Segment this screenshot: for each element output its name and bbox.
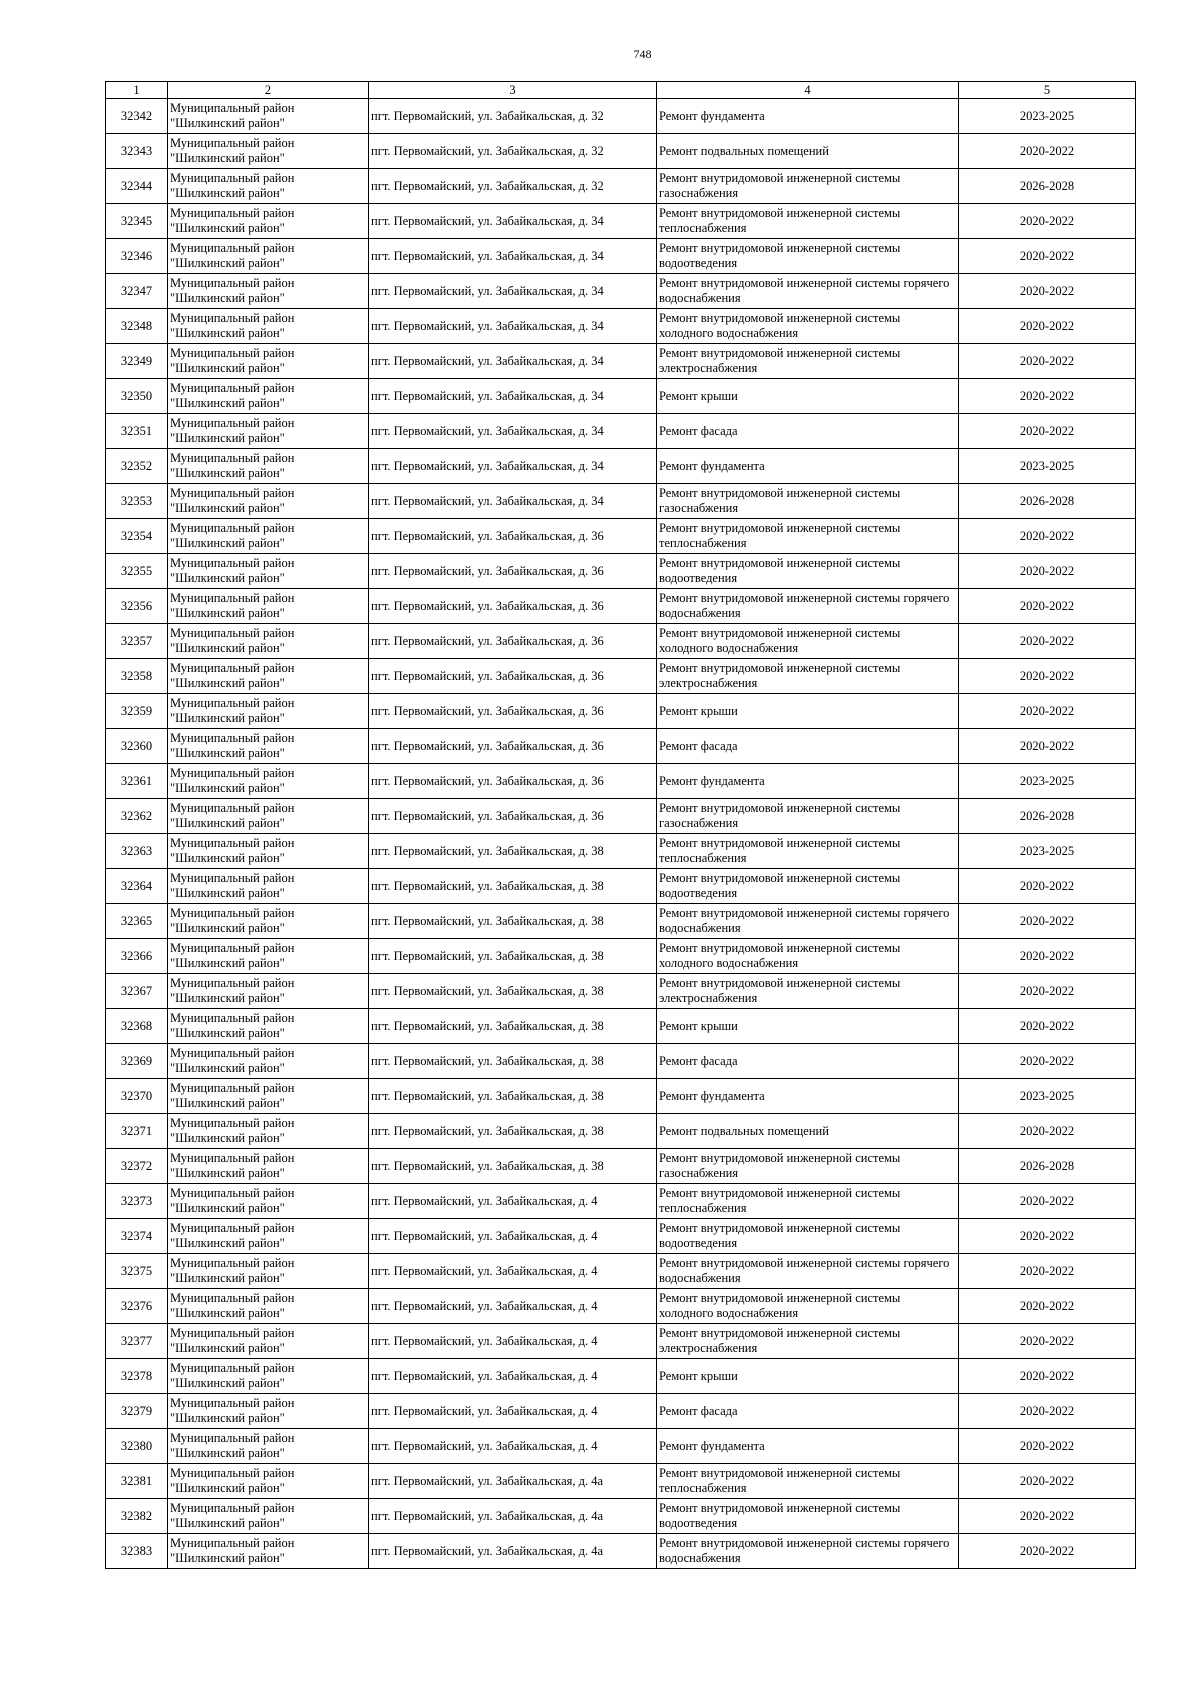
address-cell: пгт. Первомайский, ул. Забайкальская, д. 4 <box>369 1289 657 1324</box>
municipality-cell: Муниципальный район "Шилкинский район" <box>168 939 369 974</box>
period-cell: 2020-2022 <box>959 414 1136 449</box>
municipality-cell: Муниципальный район "Шилкинский район" <box>168 204 369 239</box>
row-number: 32374 <box>106 1219 168 1254</box>
address-cell: пгт. Первомайский, ул. Забайкальская, д. 38 <box>369 974 657 1009</box>
address-cell: пгт. Первомайский, ул. Забайкальская, д. 38 <box>369 834 657 869</box>
row-number: 32371 <box>106 1114 168 1149</box>
table-row <box>106 589 1136 624</box>
row-number: 32346 <box>106 239 168 274</box>
address-cell: пгт. Первомайский, ул. Забайкальская, д. 38 <box>369 1044 657 1079</box>
period-cell: 2020-2022 <box>959 869 1136 904</box>
address-cell: пгт. Первомайский, ул. Забайкальская, д. 38 <box>369 1149 657 1184</box>
work-type-cell: Ремонт внутридомовой инженерной системы газоснабжения <box>657 169 959 204</box>
period-cell: 2020-2022 <box>959 1534 1136 1569</box>
table-row <box>106 309 1136 344</box>
table-row <box>106 1464 1136 1499</box>
period-cell: 2020-2022 <box>959 1009 1136 1044</box>
row-number: 32366 <box>106 939 168 974</box>
table-row <box>106 204 1136 239</box>
municipality-cell: Муниципальный район "Шилкинский район" <box>168 169 369 204</box>
work-type-cell: Ремонт внутридомовой инженерной системы теплоснабжения <box>657 834 959 869</box>
table-row <box>106 1079 1136 1114</box>
municipality-cell: Муниципальный район "Шилкинский район" <box>168 1394 369 1429</box>
address-cell: пгт. Первомайский, ул. Забайкальская, д. 4 <box>369 1394 657 1429</box>
period-cell: 2020-2022 <box>959 519 1136 554</box>
work-type-cell: Ремонт фундамента <box>657 764 959 799</box>
municipality-cell: Муниципальный район "Шилкинский район" <box>168 519 369 554</box>
period-cell: 2020-2022 <box>959 974 1136 1009</box>
column-header-1: 1 <box>106 82 168 99</box>
row-number: 32354 <box>106 519 168 554</box>
work-type-cell: Ремонт внутридомовой инженерной системы электроснабжения <box>657 659 959 694</box>
municipality-cell: Муниципальный район "Шилкинский район" <box>168 484 369 519</box>
municipality-cell: Муниципальный район "Шилкинский район" <box>168 694 369 729</box>
row-number: 32359 <box>106 694 168 729</box>
row-number: 32378 <box>106 1359 168 1394</box>
table-row <box>106 834 1136 869</box>
municipality-cell: Муниципальный район "Шилкинский район" <box>168 1149 369 1184</box>
municipality-cell: Муниципальный район "Шилкинский район" <box>168 904 369 939</box>
address-cell: пгт. Первомайский, ул. Забайкальская, д. 34 <box>369 449 657 484</box>
municipality-cell: Муниципальный район "Шилкинский район" <box>168 1464 369 1499</box>
row-number: 32348 <box>106 309 168 344</box>
address-cell: пгт. Первомайский, ул. Забайкальская, д. 36 <box>369 694 657 729</box>
work-type-cell: Ремонт внутридомовой инженерной системы водоотведения <box>657 869 959 904</box>
row-number: 32360 <box>106 729 168 764</box>
address-cell: пгт. Первомайский, ул. Забайкальская, д. 34 <box>369 414 657 449</box>
municipality-cell: Муниципальный район "Шилкинский район" <box>168 379 369 414</box>
period-cell: 2023-2025 <box>959 764 1136 799</box>
row-number: 32343 <box>106 134 168 169</box>
municipality-cell: Муниципальный район "Шилкинский район" <box>168 309 369 344</box>
address-cell: пгт. Первомайский, ул. Забайкальская, д. 36 <box>369 729 657 764</box>
municipality-cell: Муниципальный район "Шилкинский район" <box>168 1114 369 1149</box>
work-type-cell: Ремонт внутридомовой инженерной системы горячего водоснабжения <box>657 589 959 624</box>
period-cell: 2020-2022 <box>959 729 1136 764</box>
work-type-cell: Ремонт внутридомовой инженерной системы холодного водоснабжения <box>657 624 959 659</box>
address-cell: пгт. Первомайский, ул. Забайкальская, д. 38 <box>369 869 657 904</box>
period-cell: 2026-2028 <box>959 799 1136 834</box>
row-number: 32355 <box>106 554 168 589</box>
period-cell: 2020-2022 <box>959 344 1136 379</box>
period-cell: 2020-2022 <box>959 1394 1136 1429</box>
period-cell: 2020-2022 <box>959 1359 1136 1394</box>
address-cell: пгт. Первомайский, ул. Забайкальская, д. 36 <box>369 589 657 624</box>
municipality-cell: Муниципальный район "Шилкинский район" <box>168 624 369 659</box>
row-number: 32353 <box>106 484 168 519</box>
address-cell: пгт. Первомайский, ул. Забайкальская, д. 32 <box>369 169 657 204</box>
address-cell: пгт. Первомайский, ул. Забайкальская, д. 34 <box>369 379 657 414</box>
period-cell: 2020-2022 <box>959 904 1136 939</box>
row-number: 32356 <box>106 589 168 624</box>
work-type-cell: Ремонт фасада <box>657 414 959 449</box>
municipality-cell: Муниципальный район "Шилкинский район" <box>168 834 369 869</box>
work-type-cell: Ремонт внутридомовой инженерной системы холодного водоснабжения <box>657 1289 959 1324</box>
row-number: 32347 <box>106 274 168 309</box>
work-type-cell: Ремонт подвальных помещений <box>657 134 959 169</box>
address-cell: пгт. Первомайский, ул. Забайкальская, д. 34 <box>369 309 657 344</box>
row-number: 32342 <box>106 99 168 134</box>
work-type-cell: Ремонт подвальных помещений <box>657 1114 959 1149</box>
period-cell: 2020-2022 <box>959 1464 1136 1499</box>
work-type-cell: Ремонт крыши <box>657 694 959 729</box>
table-row <box>106 1534 1136 1569</box>
row-number: 32351 <box>106 414 168 449</box>
address-cell: пгт. Первомайский, ул. Забайкальская, д. 38 <box>369 939 657 974</box>
work-type-cell: Ремонт внутридомовой инженерной системы электроснабжения <box>657 1324 959 1359</box>
period-cell: 2020-2022 <box>959 1219 1136 1254</box>
work-type-cell: Ремонт внутридомовой инженерной системы электроснабжения <box>657 344 959 379</box>
table-body <box>106 99 1136 1569</box>
period-cell: 2020-2022 <box>959 1044 1136 1079</box>
table-row <box>106 659 1136 694</box>
period-cell: 2020-2022 <box>959 554 1136 589</box>
period-cell: 2020-2022 <box>959 1114 1136 1149</box>
table-row <box>106 974 1136 1009</box>
address-cell: пгт. Первомайский, ул. Забайкальская, д. 34 <box>369 344 657 379</box>
municipality-cell: Муниципальный район "Шилкинский район" <box>168 764 369 799</box>
address-cell: пгт. Первомайский, ул. Забайкальская, д. 36 <box>369 624 657 659</box>
address-cell: пгт. Первомайский, ул. Забайкальская, д. 36 <box>369 659 657 694</box>
row-number: 32383 <box>106 1534 168 1569</box>
address-cell: пгт. Первомайский, ул. Забайкальская, д. 4 <box>369 1254 657 1289</box>
row-number: 32357 <box>106 624 168 659</box>
row-number: 32350 <box>106 379 168 414</box>
work-type-cell: Ремонт внутридомовой инженерной системы горячего водоснабжения <box>657 274 959 309</box>
work-type-cell: Ремонт внутридомовой инженерной системы водоотведения <box>657 1499 959 1534</box>
municipality-cell: Муниципальный район "Шилкинский район" <box>168 1184 369 1219</box>
period-cell: 2020-2022 <box>959 1324 1136 1359</box>
row-number: 32375 <box>106 1254 168 1289</box>
municipality-cell: Муниципальный район "Шилкинский район" <box>168 974 369 1009</box>
municipality-cell: Муниципальный район "Шилкинский район" <box>168 414 369 449</box>
row-number: 32364 <box>106 869 168 904</box>
address-cell: пгт. Первомайский, ул. Забайкальская, д. 38 <box>369 1114 657 1149</box>
row-number: 32363 <box>106 834 168 869</box>
row-number: 32372 <box>106 1149 168 1184</box>
period-cell: 2023-2025 <box>959 99 1136 134</box>
period-cell: 2023-2025 <box>959 1079 1136 1114</box>
work-type-cell: Ремонт фасада <box>657 729 959 764</box>
table-header-row <box>106 82 1136 99</box>
period-cell: 2020-2022 <box>959 1499 1136 1534</box>
table-row <box>106 1324 1136 1359</box>
period-cell: 2023-2025 <box>959 449 1136 484</box>
municipality-cell: Муниципальный район "Шилкинский район" <box>168 1534 369 1569</box>
work-type-cell: Ремонт внутридомовой инженерной системы горячего водоснабжения <box>657 904 959 939</box>
period-cell: 2020-2022 <box>959 309 1136 344</box>
address-cell: пгт. Первомайский, ул. Забайкальская, д. 36 <box>369 554 657 589</box>
table-row <box>106 729 1136 764</box>
row-number: 32344 <box>106 169 168 204</box>
work-type-cell: Ремонт внутридомовой инженерной системы водоотведения <box>657 1219 959 1254</box>
column-header-5: 5 <box>959 82 1136 99</box>
municipality-cell: Муниципальный район "Шилкинский район" <box>168 239 369 274</box>
address-cell: пгт. Первомайский, ул. Забайкальская, д. 4 <box>369 1184 657 1219</box>
municipality-cell: Муниципальный район "Шилкинский район" <box>168 1009 369 1044</box>
address-cell: пгт. Первомайский, ул. Забайкальская, д. 4а <box>369 1464 657 1499</box>
row-number: 32362 <box>106 799 168 834</box>
table-row <box>106 414 1136 449</box>
row-number: 32352 <box>106 449 168 484</box>
period-cell: 2020-2022 <box>959 134 1136 169</box>
municipality-cell: Муниципальный район "Шилкинский район" <box>168 449 369 484</box>
table-row <box>106 1114 1136 1149</box>
page-number: 748 <box>633 47 652 61</box>
work-type-cell: Ремонт внутридомовой инженерной системы газоснабжения <box>657 799 959 834</box>
repair-schedule-table <box>105 81 1136 1569</box>
table-row <box>106 1359 1136 1394</box>
municipality-cell: Муниципальный район "Шилкинский район" <box>168 1324 369 1359</box>
period-cell: 2026-2028 <box>959 1149 1136 1184</box>
address-cell: пгт. Первомайский, ул. Забайкальская, д. 34 <box>369 239 657 274</box>
table-row <box>106 134 1136 169</box>
row-number: 32376 <box>106 1289 168 1324</box>
municipality-cell: Муниципальный район "Шилкинский район" <box>168 1219 369 1254</box>
work-type-cell: Ремонт внутридомовой инженерной системы теплоснабжения <box>657 1464 959 1499</box>
municipality-cell: Муниципальный район "Шилкинский район" <box>168 1044 369 1079</box>
table-row <box>106 1009 1136 1044</box>
work-type-cell: Ремонт фундамента <box>657 1079 959 1114</box>
work-type-cell: Ремонт внутридомовой инженерной системы водоотведения <box>657 239 959 274</box>
address-cell: пгт. Первомайский, ул. Забайкальская, д. 38 <box>369 904 657 939</box>
work-type-cell: Ремонт крыши <box>657 1009 959 1044</box>
period-cell: 2020-2022 <box>959 239 1136 274</box>
period-cell: 2020-2022 <box>959 204 1136 239</box>
table-row <box>106 904 1136 939</box>
table-row <box>106 624 1136 659</box>
table-row <box>106 1254 1136 1289</box>
row-number: 32370 <box>106 1079 168 1114</box>
municipality-cell: Муниципальный район "Шилкинский район" <box>168 659 369 694</box>
period-cell: 2026-2028 <box>959 169 1136 204</box>
municipality-cell: Муниципальный район "Шилкинский район" <box>168 1499 369 1534</box>
municipality-cell: Муниципальный район "Шилкинский район" <box>168 1359 369 1394</box>
address-cell: пгт. Первомайский, ул. Забайкальская, д. 36 <box>369 519 657 554</box>
row-number: 32382 <box>106 1499 168 1534</box>
table-row <box>106 379 1136 414</box>
table-row <box>106 694 1136 729</box>
period-cell: 2020-2022 <box>959 1289 1136 1324</box>
work-type-cell: Ремонт внутридомовой инженерной системы холодного водоснабжения <box>657 309 959 344</box>
row-number: 32369 <box>106 1044 168 1079</box>
address-cell: пгт. Первомайский, ул. Забайкальская, д. 4 <box>369 1324 657 1359</box>
work-type-cell: Ремонт крыши <box>657 1359 959 1394</box>
municipality-cell: Муниципальный район "Шилкинский район" <box>168 869 369 904</box>
table-row <box>106 799 1136 834</box>
period-cell: 2020-2022 <box>959 1429 1136 1464</box>
table-row <box>106 1219 1136 1254</box>
address-cell: пгт. Первомайский, ул. Забайкальская, д. 4а <box>369 1534 657 1569</box>
municipality-cell: Муниципальный район "Шилкинский район" <box>168 1429 369 1464</box>
municipality-cell: Муниципальный район "Шилкинский район" <box>168 134 369 169</box>
address-cell: пгт. Первомайский, ул. Забайкальская, д. 36 <box>369 799 657 834</box>
address-cell: пгт. Первомайский, ул. Забайкальская, д. 34 <box>369 204 657 239</box>
row-number: 32373 <box>106 1184 168 1219</box>
table-row <box>106 1394 1136 1429</box>
address-cell: пгт. Первомайский, ул. Забайкальская, д. 4а <box>369 1499 657 1534</box>
period-cell: 2020-2022 <box>959 274 1136 309</box>
table-row <box>106 449 1136 484</box>
work-type-cell: Ремонт внутридомовой инженерной системы водоотведения <box>657 554 959 589</box>
period-cell: 2023-2025 <box>959 834 1136 869</box>
work-type-cell: Ремонт внутридомовой инженерной системы теплоснабжения <box>657 519 959 554</box>
municipality-cell: Муниципальный район "Шилкинский район" <box>168 1289 369 1324</box>
work-type-cell: Ремонт фасада <box>657 1394 959 1429</box>
table-row <box>106 1044 1136 1079</box>
municipality-cell: Муниципальный район "Шилкинский район" <box>168 589 369 624</box>
row-number: 32358 <box>106 659 168 694</box>
address-cell: пгт. Первомайский, ул. Забайкальская, д. 36 <box>369 764 657 799</box>
row-number: 32349 <box>106 344 168 379</box>
table-row <box>106 1184 1136 1219</box>
municipality-cell: Муниципальный район "Шилкинский район" <box>168 274 369 309</box>
table-row <box>106 484 1136 519</box>
table-row <box>106 99 1136 134</box>
address-cell: пгт. Первомайский, ул. Забайкальская, д. 34 <box>369 274 657 309</box>
table-row <box>106 1499 1136 1534</box>
period-cell: 2020-2022 <box>959 589 1136 624</box>
table-row <box>106 169 1136 204</box>
table-row <box>106 1149 1136 1184</box>
address-cell: пгт. Первомайский, ул. Забайкальская, д. 38 <box>369 1079 657 1114</box>
table-row <box>106 1289 1136 1324</box>
period-cell: 2020-2022 <box>959 1184 1136 1219</box>
table-row <box>106 764 1136 799</box>
address-cell: пгт. Первомайский, ул. Забайкальская, д. 38 <box>369 1009 657 1044</box>
row-number: 32367 <box>106 974 168 1009</box>
municipality-cell: Муниципальный район "Шилкинский район" <box>168 1254 369 1289</box>
municipality-cell: Муниципальный район "Шилкинский район" <box>168 799 369 834</box>
table-row <box>106 869 1136 904</box>
period-cell: 2026-2028 <box>959 484 1136 519</box>
row-number: 32381 <box>106 1464 168 1499</box>
row-number: 32380 <box>106 1429 168 1464</box>
work-type-cell: Ремонт внутридомовой инженерной системы горячего водоснабжения <box>657 1254 959 1289</box>
municipality-cell: Муниципальный район "Шилкинский район" <box>168 554 369 589</box>
column-header-4: 4 <box>657 82 959 99</box>
municipality-cell: Муниципальный район "Шилкинский район" <box>168 1079 369 1114</box>
work-type-cell: Ремонт внутридомовой инженерной системы теплоснабжения <box>657 204 959 239</box>
row-number: 32368 <box>106 1009 168 1044</box>
address-cell: пгт. Первомайский, ул. Забайкальская, д. 34 <box>369 484 657 519</box>
work-type-cell: Ремонт внутридомовой инженерной системы теплоснабжения <box>657 1184 959 1219</box>
address-cell: пгт. Первомайский, ул. Забайкальская, д. 4 <box>369 1429 657 1464</box>
work-type-cell: Ремонт внутридомовой инженерной системы газоснабжения <box>657 484 959 519</box>
municipality-cell: Муниципальный район "Шилкинский район" <box>168 729 369 764</box>
table-row <box>106 344 1136 379</box>
row-number: 32345 <box>106 204 168 239</box>
work-type-cell: Ремонт внутридомовой инженерной системы электроснабжения <box>657 974 959 1009</box>
work-type-cell: Ремонт внутридомовой инженерной системы горячего водоснабжения <box>657 1534 959 1569</box>
table-row <box>106 519 1136 554</box>
address-cell: пгт. Первомайский, ул. Забайкальская, д. 32 <box>369 99 657 134</box>
table-row <box>106 239 1136 274</box>
period-cell: 2020-2022 <box>959 624 1136 659</box>
work-type-cell: Ремонт крыши <box>657 379 959 414</box>
table-row <box>106 554 1136 589</box>
row-number: 32379 <box>106 1394 168 1429</box>
work-type-cell: Ремонт фундамента <box>657 449 959 484</box>
table-row <box>106 1429 1136 1464</box>
row-number: 32361 <box>106 764 168 799</box>
address-cell: пгт. Первомайский, ул. Забайкальская, д. 4 <box>369 1219 657 1254</box>
work-type-cell: Ремонт фасада <box>657 1044 959 1079</box>
work-type-cell: Ремонт внутридомовой инженерной системы холодного водоснабжения <box>657 939 959 974</box>
period-cell: 2020-2022 <box>959 379 1136 414</box>
address-cell: пгт. Первомайский, ул. Забайкальская, д. 32 <box>369 134 657 169</box>
work-type-cell: Ремонт фундамента <box>657 99 959 134</box>
period-cell: 2020-2022 <box>959 939 1136 974</box>
period-cell: 2020-2022 <box>959 659 1136 694</box>
column-header-3: 3 <box>369 82 657 99</box>
municipality-cell: Муниципальный район "Шилкинский район" <box>168 344 369 379</box>
municipality-cell: Муниципальный район "Шилкинский район" <box>168 99 369 134</box>
address-cell: пгт. Первомайский, ул. Забайкальская, д. 4 <box>369 1359 657 1394</box>
column-header-2: 2 <box>168 82 369 99</box>
table-row <box>106 939 1136 974</box>
table-row <box>106 274 1136 309</box>
row-number: 32377 <box>106 1324 168 1359</box>
period-cell: 2020-2022 <box>959 1254 1136 1289</box>
row-number: 32365 <box>106 904 168 939</box>
work-type-cell: Ремонт внутридомовой инженерной системы газоснабжения <box>657 1149 959 1184</box>
work-type-cell: Ремонт фундамента <box>657 1429 959 1464</box>
period-cell: 2020-2022 <box>959 694 1136 729</box>
